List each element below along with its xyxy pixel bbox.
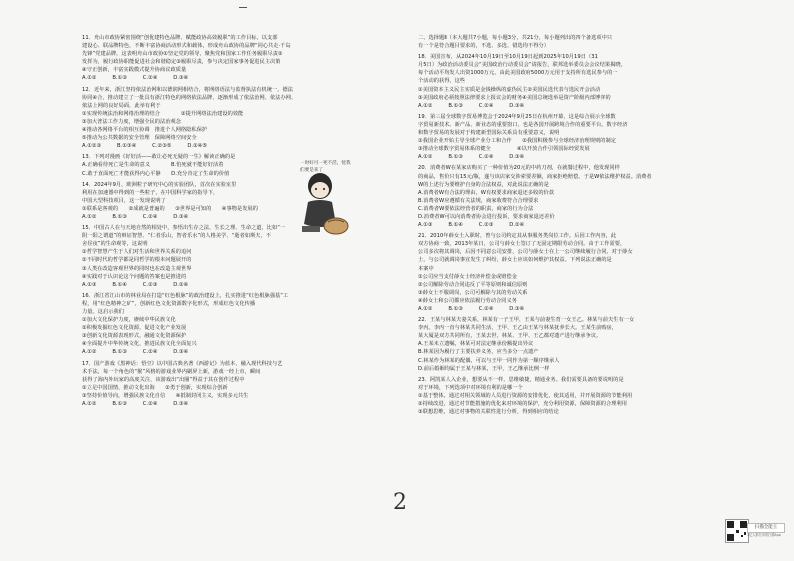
text-line: 依法上网的良好局面，此举有利于 (82, 102, 161, 109)
text-line: 22．王某与林某夫妻关系，林某有一子王甲，王某与前妻生育一女王乙。林某与前夫生有一女 (418, 317, 635, 324)
text-line: A.正确看待死亡是生命的意义 B.怕死就不能好好活着 (82, 162, 224, 169)
text-line: 12．近年来，浙江坚持依法治网和以德润网相结合，将网络语法与监督执法有机统一，德法 (82, 86, 293, 93)
text-line: C.林某作为林某的配偶，可以与王甲一同作为第一顺序继承人 (418, 357, 560, 364)
text-line: ④薛女士和公司都应依法履行劳动合同义务 (418, 297, 517, 304)
text-line: A.①② B.①③ C.②④ D.③④ (82, 401, 189, 408)
text-line: 月5日）为政治活动委员会“美国政治行动委员会”请报告，联邦选举委员会会议结果揭晓， (418, 62, 626, 69)
text-line: ②不同时代的哲学都是同哲学的根本问题展开的 (82, 257, 192, 264)
text-line: 21．2010年薛女士入职时，曾与公司约定其从事服务类岗位工作。后因工作内容，此 (418, 233, 617, 240)
text-line: A.①② B.①③ C.②④ D.③④ (82, 213, 189, 220)
text-line: ③薛女士不服调岗，公司可解除与其的劳动关系 (418, 289, 528, 296)
text-line: 发挥为，履行政协职能促进社会和谐稳定③履职尽责，参与决定国家事务促进民主决策 (82, 59, 281, 66)
text-line: 有一个是符合题目要求的，不选、多选、错选均不得分） (418, 43, 549, 50)
text-line: ②积极发掘红色文化资源，促进文化产业发展 (82, 325, 187, 332)
text-line: A.①② B.①③ C.②④ D.③④ (418, 102, 525, 109)
text-line: 士，与公司就调岗事宜发生了纠纷，薛女士应该如何维护其权益。下列说法正确的是 (418, 257, 612, 264)
text-line: ①加大文化保护力度，赓续中华民族文化 (82, 317, 176, 324)
text-line: C.消费者W要依法经营者的职责，商家的行为合法 (418, 205, 534, 212)
text-line: A.①② B.①③ C.②④ D.③④ (82, 75, 189, 82)
text-line: D.消费者W可以向消费者协会进行投诉，要求商家退还差价 (418, 213, 555, 220)
text-line: A.①③ B.①④ C.②③ D.②④ (82, 281, 189, 288)
text-line: 14．2024年9月，欧洲粒子研究中心的实验团队，首次在实验室里 (82, 181, 237, 188)
text-line: ④守正创新，丰富实践模式提升协商议政质量 (82, 67, 187, 74)
text-line: ①立足中国国情，推动文化出海 ②勇于创新，实现综合创新 (82, 384, 228, 391)
text-line: B.林某因为履行了主要扶养义务，应当多分一点遗产 (418, 349, 539, 356)
text-line: A.①② B.①③ C.②④ D.③④ (418, 306, 525, 312)
text-line: 对于环境，下列选项中对环境有利的是哪一个 (418, 384, 523, 391)
scanner-app-tagline: 3亿人都在用的扫描App (747, 533, 781, 537)
text-line: A.①②③ B.①③④ C.②③⑤ D.②④⑤ (82, 143, 208, 150)
text-line: D.前后婚姻均属于王某与林某，王甲，王乙继承比例一样 (418, 365, 550, 372)
text-line: 字贸易新技术、新产品、新业态的重要窗口，也是各国开展跨境合作的重要平台。数字经济 (418, 121, 628, 128)
text-line: ①联系是客观的 ②成就是普遍的 ③世界是可知的 ④事物是发展的 (82, 205, 258, 212)
text-line: 获得了海内外玩家的高度关注，该游戏出“出圈”得益于其在创作过程中 (82, 376, 245, 383)
text-line: 和数字贸易的发展对于构建新型国际关系具有重要意义，说明 (418, 130, 560, 137)
text-line: 利用在加速器中得到的一些粒子，在中国科学家的指导下， (82, 189, 219, 196)
text-line: 15．中国古人在与天地自然的相处中，参悟出生存之法、生长之理、生命之道，比如“一 (82, 225, 286, 232)
text-line: 13．下列对漫画《好好活——敢让必死无疑的一生》解读正确的是 (82, 154, 236, 161)
text-line: 20．消费者W在某家店购买了一种价值为20元的中药刀剂，在就餐过程中，他发现同样 (418, 165, 620, 172)
text-line: ④全面提升中华传统文化，推进民族文化全面复兴 (82, 341, 197, 348)
text-line: A.①② B.①③ C.②④ D.③④ (82, 349, 189, 356)
text-line: 建设心、联品牌特色，不断丰富协商活动形式和载体，形成舟山政协的品牌“同心共走·千岛 (82, 43, 291, 50)
text-line: 本案中 (418, 265, 434, 272)
text-line: ④推动各网络平台的相互协调 推进个人网络隐私保护 (82, 127, 208, 134)
text-line: 术手法，每一个角色的“猴”风格的游戏业界内刷屏上新，游戏一经上市，瞬间 (82, 368, 261, 375)
left-column (82, 34, 402, 408)
text-line: ①哲学智慧产生于人们对生活和世界关系的追问 (82, 249, 192, 256)
text-line: C.敢于直面死亡才能获得内心平静 D.充分肯定了生命的价值 (82, 170, 230, 177)
text-line: W的上述行为要维护自身的合法权益，对此说法正确的是 (418, 181, 549, 188)
scanner-app-badge: 扫描全能王 (747, 523, 785, 533)
cartoon-speech-bubble: 一时好可一死不活，忧我们要是来了 (300, 161, 351, 173)
text-line: ①基于整体，通过对相关领域的人员进行资源的安排优化，使其适用，并开展资源的节能利用 (418, 392, 633, 399)
text-line: ①公司应当支付薛女士经济补偿金或赔偿金 (418, 273, 517, 280)
text-line: 17．国产游戏《黑神话：悟空》以中国古典名著《西游记》为蓝本，融入现代科技与艺 (82, 360, 283, 367)
text-line: 某大厦是双方共同所有，王某去世，林某、王甲、王乙都对遗产进行继承争议。 (418, 333, 602, 340)
cartoon-illustration (292, 168, 350, 240)
text-line: ③美国政府必须按照法律要求上报议会的财务④美国总统选举是资产阶级内部博弈的 (418, 94, 611, 101)
text-line: ①我国企业开始主导全球产业分工和合作 ②我国积极参与全球经济治理规则的制定 (418, 138, 616, 145)
text-line: ③加大普法工作力度，增强全民的法治观念 (82, 118, 181, 125)
right-column (418, 34, 718, 416)
text-line: 阴一阳之谓道”的辩证智慧、“仁者乐山，智者乐水”的人格美学、“逝者如斯夫，不 (82, 233, 272, 240)
text-line: 舍昼夜”的生命观等，这说明 (82, 241, 148, 248)
text-line: B.消费者W应遵循有关法规，商家收费符合合理要求 (418, 197, 539, 204)
text-line: A.消费者W有合法的理由，W有权要求商家退还多收的价款 (418, 189, 555, 196)
text-line: 个活动的获得，这些 (418, 78, 466, 85)
page-number: 2 (393, 490, 407, 515)
text-line: 双方协商一致，2013年某日，公司与薛女士签订了无固定期限劳动合同。由于工作需要， (418, 241, 626, 248)
text-line: A.①③ B.①④ C.②③ D.②④ (418, 222, 525, 229)
text-line: 的商品，售价只有15元/瓶，遂与该店家交涉索要差额，商家拒绝赔偿。于是W依法维护权益。消费者 (418, 173, 652, 180)
text-line: 23．阿凯某人入企业，想要从不一样，思维敏捷，精通业务。我们需要具备的要说明的是 (418, 376, 624, 383)
text-line: ③人类在改造客观世界的同时也在改造主观世界 (82, 265, 192, 272)
text-line: 李丙。李丙一直与林某共同生活，王甲、王乙由王某与林某抚养长大。王某生前购房， (418, 325, 618, 332)
text-line: 公司多次将其调岗，后因不同意公司安排，公司与薛女士在上一公司继续履行合同，对于薛女 (418, 249, 633, 256)
text-line: ③联想思维，通过对事物的关联性进行分析，得到相应的结论 (418, 409, 559, 416)
text-line: ②持续改进，通过对节能措施的优化来对环境的保护，充分利用资源，保障资源的合理利用 (418, 401, 627, 408)
text-line: ②公司解除劳动合同违反了平等原则和诚信原则 (418, 281, 528, 288)
text-line: ①美国资本主义民主实质是金钱操纵的虚伪民主②美国民选代表与选民开会活动 (418, 86, 601, 93)
text-line: 18．美国宣布，从2024年10月19日至10月19日起到2025年10月19日（31 (418, 54, 598, 61)
text-line: ③推动全球数字贸易体系的健全 ④以开放合作引领国际经贸发展 (418, 146, 590, 153)
text-line: ③坚持价值导向，增强民族文化自信 ④抵制封闭主义，实现多元共生 (82, 392, 249, 399)
text-line: 中国大型科技项目，这一发现说明了 (82, 197, 166, 204)
text-line: ③创新文化资源表现形式，融通文化资源保护 (82, 333, 187, 340)
text-line: 协同④合，推动建立了一批具有浙江特色的网络依法品牌，逐渐形成了依法治网、依法办网、 (82, 94, 297, 101)
text-line: 力量。这启示我们 (82, 309, 124, 315)
text-line: 11．舟山市政协紧密围绕“创优建特色品牌、赋能政协高效履职”的工作目标，以支部 (82, 35, 278, 41)
text-line: ④实践对于认识论这个问题的答案也是推进的 (82, 273, 187, 280)
text-line: 程，用“红色精神之矿”，创新红色文化资源数字化形式，形成红色文化传播 (82, 300, 256, 307)
top-mark (239, 7, 247, 8)
text-line: A.王某未立遗嘱，林某可对法定继承份额提出异议 (418, 341, 534, 348)
text-line: 16．浙江省江山市的林业局在打造“红色根脉”的政治建设上，扎实推进“红色根脉强基”工 (82, 292, 289, 299)
text-line: ⑤推动为公共数据的安全管理 保障网络空间安全 (82, 135, 197, 142)
text-line: 二、选择题Ⅱ（本大题共7小题，每小题3分，共21分，每小题列出的四个备选项中只 (418, 35, 613, 41)
qr-code-icon (725, 519, 749, 543)
text-line: ①实现传统法治和网络治理的结合 ②提升网络法治建设的效能 (82, 110, 244, 117)
text-line: 先锋”党建品牌，这表明舟山市政协①坚定党的领导，聚焦党和国家工作任务履职尽责② (82, 51, 283, 58)
text-line: 19．第三届全球数字贸易博览会于2024年9月25日在杭州开幕，这是综合展示全球数 (418, 113, 616, 120)
text-line: 每个活动平均发人出资1000万元，由此美国政府5000万元用于支持所有选民参与的一 (418, 70, 618, 77)
text-line: A.①② B.①③ C.②④ D.③④ (418, 154, 525, 161)
